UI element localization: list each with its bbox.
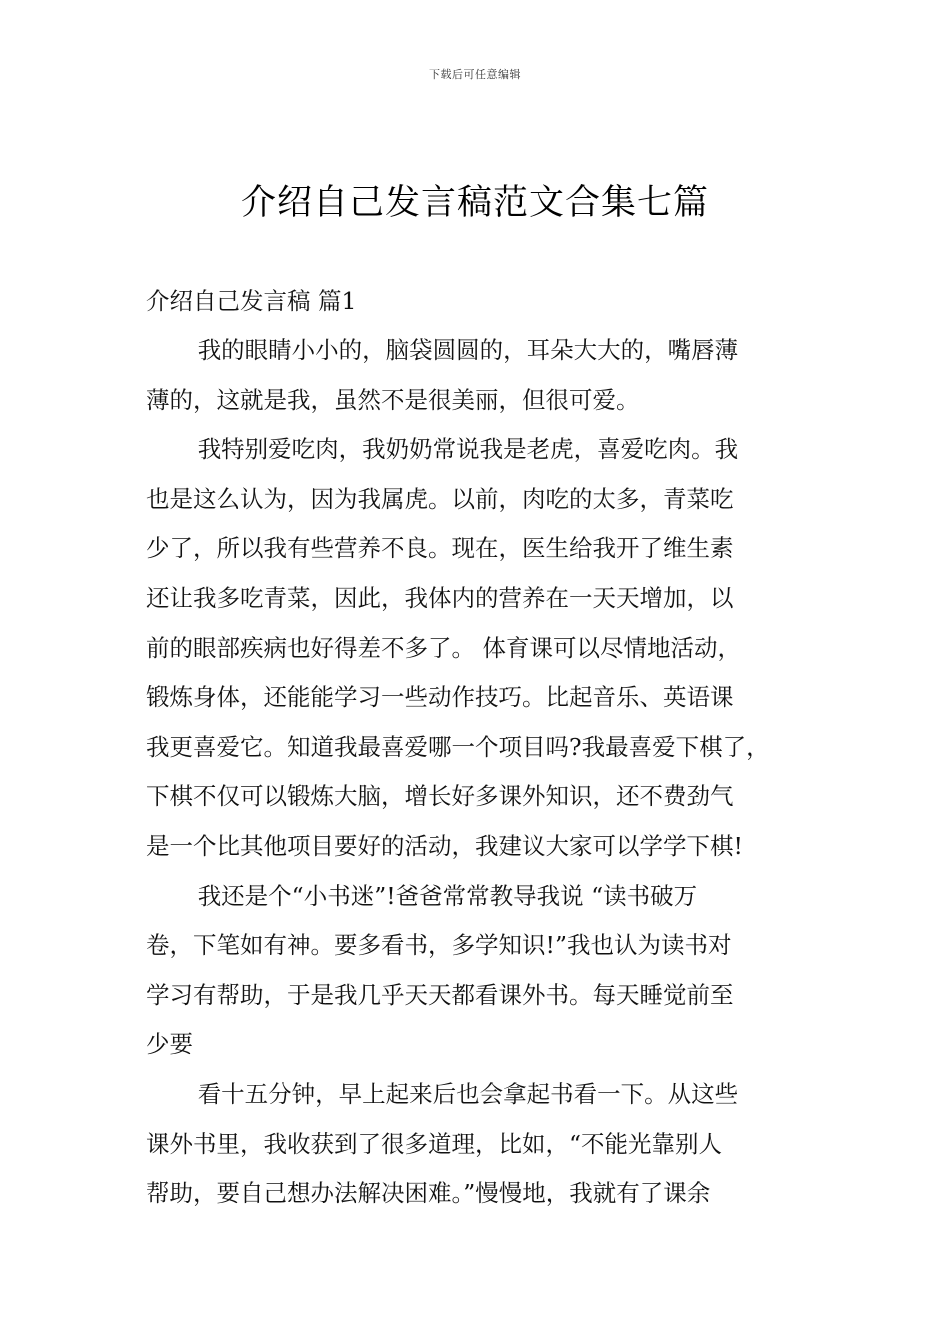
paragraph-3 — [146, 872, 818, 1070]
text-line: 我的眼睛小小的，脑袋圆圆的，耳朵大大的，嘴唇薄 — [197, 336, 739, 364]
text-line: 前的眼部疾病也好得差不多了。 体育课可以尽情地活动， — [146, 633, 741, 662]
document-body — [146, 278, 818, 1219]
text-line: 课外书里，我收获到了很多道理，比如，“不能光靠别人 — [146, 1129, 723, 1158]
text-line: 我特别爱吃肉，我奶奶常说我是老虎，喜爱吃肉。我 — [197, 435, 739, 464]
text-line: 我更喜爱它。知道我最喜爱哪一个项目吗?我最喜爱下棋了， — [146, 732, 770, 761]
text-line: 少要 — [146, 1030, 193, 1059]
text-line: 学习有帮助，于是我几乎天天都看课外书。每天睡觉前至 — [146, 980, 734, 1009]
header-note: 下载后可任意编辑 — [429, 68, 521, 81]
text-line: 是一个比其他项目要好的活动，我建议大家可以学学下棋! — [146, 831, 743, 860]
text-line: 少了，所以我有些营养不良。现在，医生给我开了维生素 — [146, 534, 734, 563]
text-line: 也是这么认为，因为我属虎。以前，肉吃的太多，青菜吃 — [146, 484, 734, 513]
text-line: 下棋不仅可以锻炼大脑，增长好多课外知识，还不费劲气 — [146, 782, 734, 811]
paragraph-2 — [146, 425, 818, 871]
text-line: 薄的，这就是我，虽然不是很美丽，但很可爱。 — [146, 385, 640, 414]
text-line: 看十五分钟，早上起来后也会拿起书看一下。从这些 — [197, 1079, 739, 1108]
text-line: 锻炼身体，还能能学习一些动作技巧。比起音乐、英语课 — [146, 683, 734, 712]
section-heading: 介绍自己发言稿 篇1 — [146, 287, 357, 315]
text-line: 我还是个“小书迷”!爸爸常常教导我说 “读书破万 — [197, 881, 698, 910]
paragraph-4 — [146, 1070, 818, 1219]
paragraph-1 — [146, 326, 818, 425]
text-line: 卷，下笔如有神。要多看书，多学知识!”我也认为读书对 — [146, 931, 732, 960]
text-line: 帮助，要自己想办法解决困难。”慢慢地，我就有了课余 — [146, 1179, 711, 1208]
text-line: 还让我多吃青菜，因此，我体内的营养在一天天增加，以 — [146, 583, 734, 612]
document-title: 介绍自己发言稿范文合集七篇 — [240, 183, 709, 223]
